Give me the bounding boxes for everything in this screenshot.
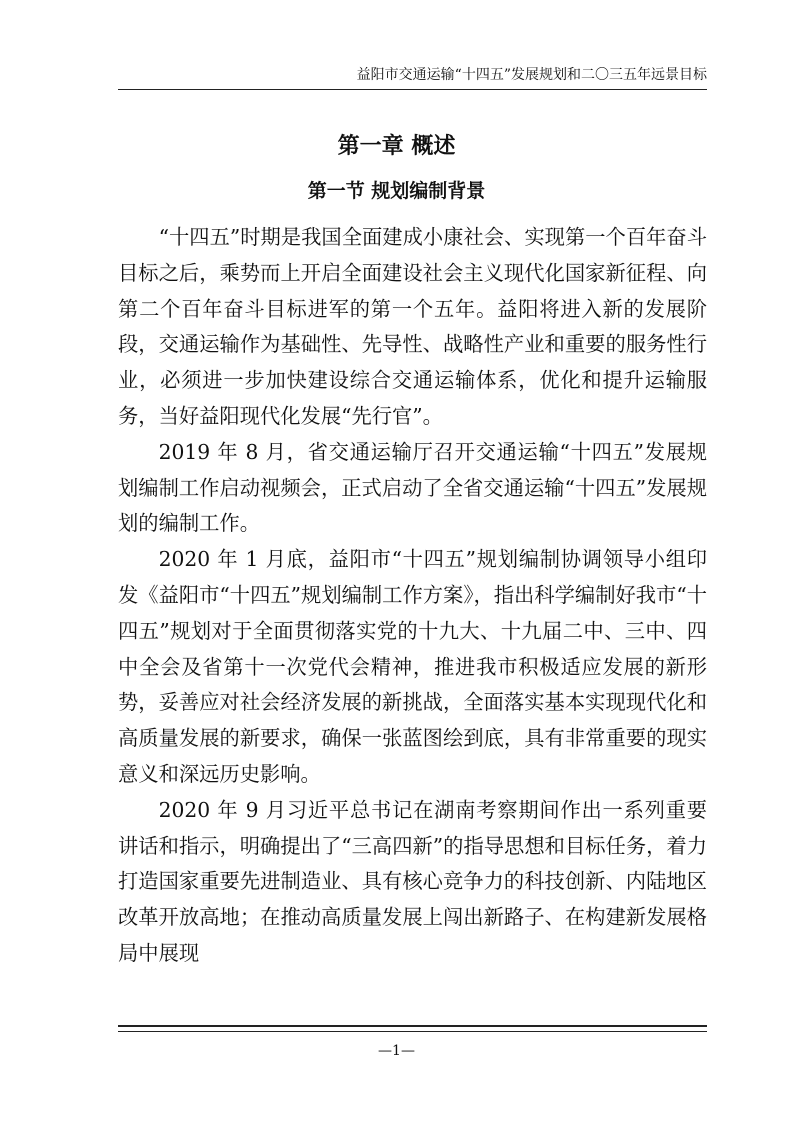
page-number: —1—: [378, 1043, 415, 1059]
paragraph-1: “十四五”时期是我国全面建成小康社会、实现第一个百年奋斗目标之后，乘势而上开启全面建设社会主义现代化国家新征程、向第二个百年奋斗目标进军的第一个五年。益阳将进入新的发展阶段，交通运输作为基础性、先导性、战略性产业和重要的服务性行业，必须进一步加快建设综合交通运输体系，优化和提升运输服务，当好益阳现代化发展“先行官”。: [118, 225, 707, 428]
paragraph-3: 2020 年 1 月底，益阳市“十四五”规划编制协调领导小组印发《益阳市“十四五”规划编制工作方案》，指出科学编制好我市“十四五”规划对于全面贯彻落实党的十九大、十九届二中、三中、四中全会及省第十一次党代会精神，推进我市积极适应发展的新形势，妥善应对社会经济发展的新挑战，全面落实基本实现现代化和高质量发展的新要求，确保一张蓝图绘到底，具有非常重要的现实意义和深远历史影响。: [118, 547, 707, 786]
paragraph-4: 2020 年 9 月习近平总书记在湖南考察期间作出一系列重要讲话和指示，明确提出了“三高四新”的指导思想和目标任务，着力打造国家重要先进制造业、具有核心竞争力的科技创新、内陆地区改革开放高地；在推动高质量发展上闯出新路子、在构建新发展格局中展现: [118, 797, 707, 965]
header-rule: [118, 89, 707, 90]
footer-rule-thick: [118, 1025, 707, 1027]
footer-rule-thin: [118, 1031, 707, 1032]
section-title: 第一节 规划编制背景: [307, 180, 486, 202]
running-header: 益阳市交通运输“十四五”发展规划和二〇三五年远景目标: [356, 67, 707, 83]
paragraph-2: 2019 年 8 月，省交通运输厅召开交通运输“十四五”发展规划编制工作启动视频会，正式启动了全省交通运输“十四五”发展规划的编制工作。: [118, 439, 707, 536]
document-body: [118, 220, 707, 972]
chapter-title: 第一章 概述: [337, 134, 456, 159]
